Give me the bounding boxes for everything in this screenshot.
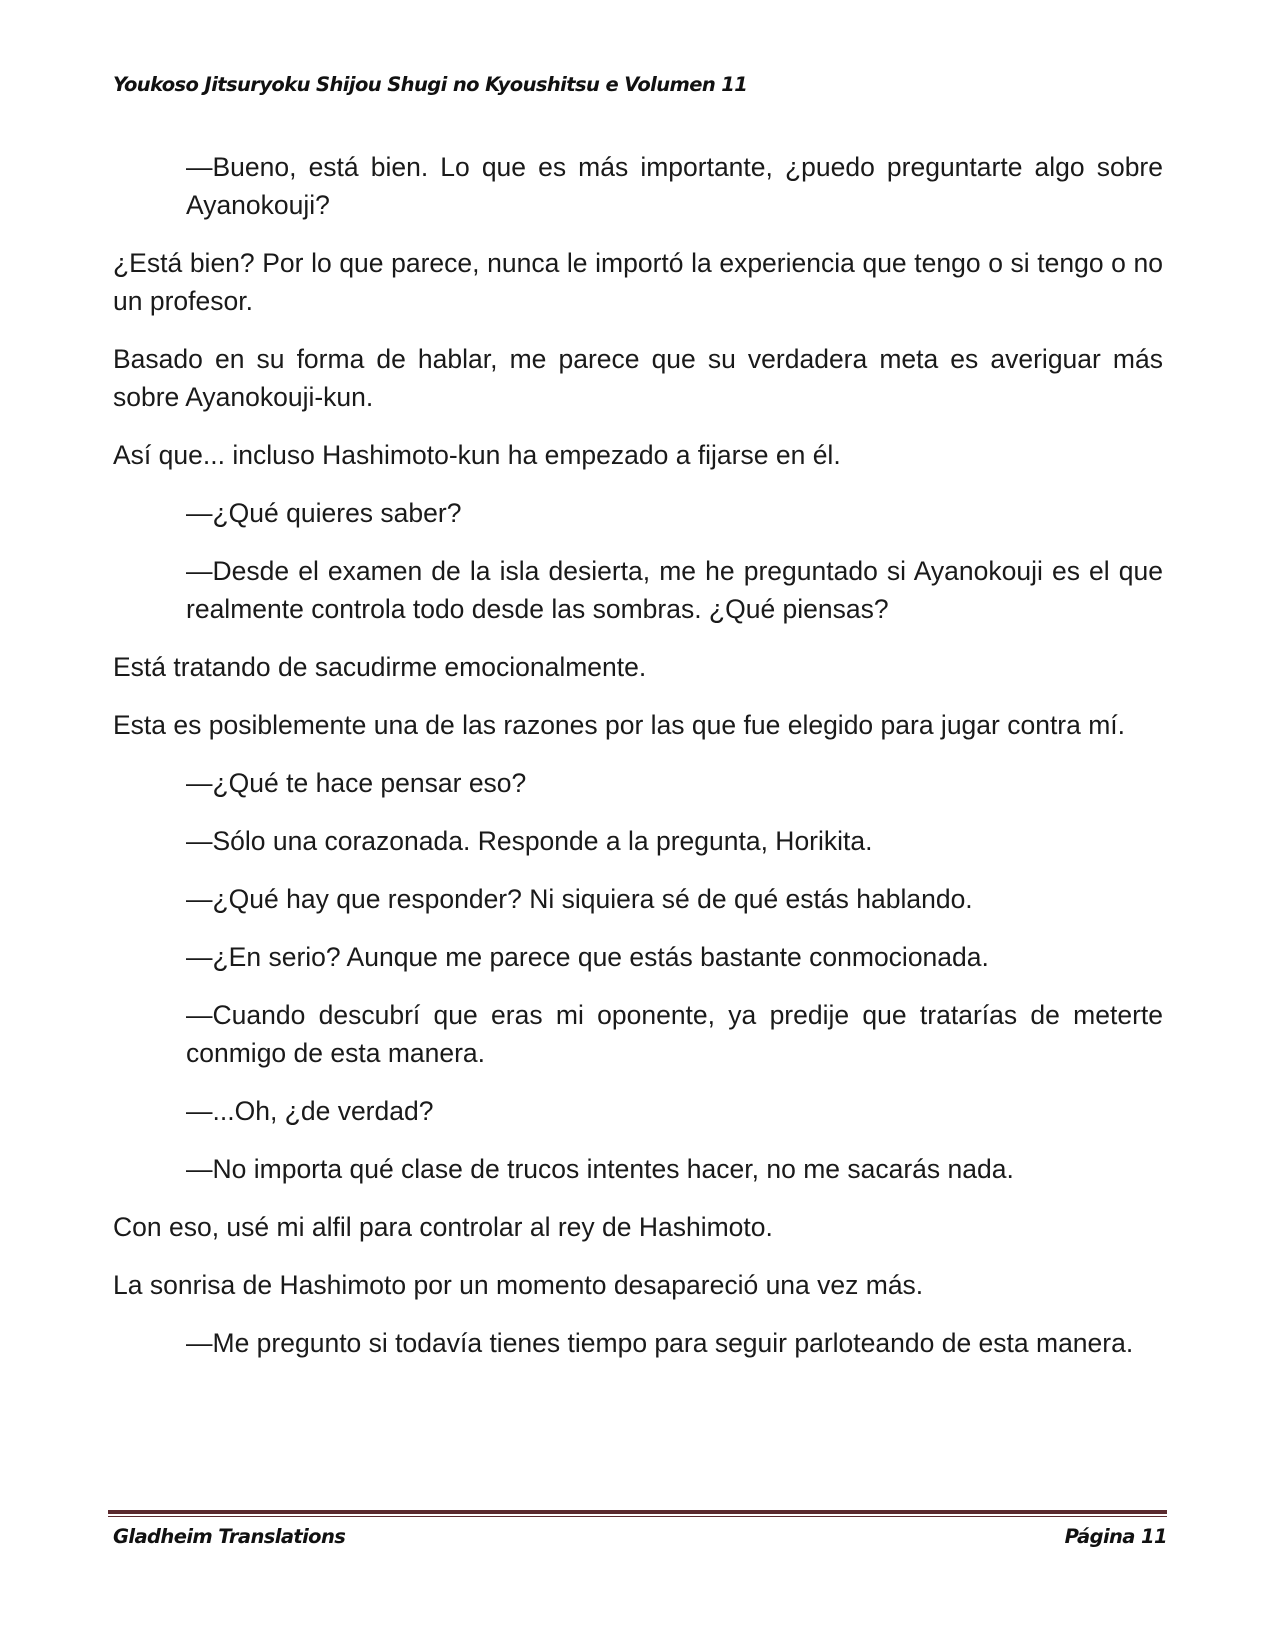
footer-page-number: Página 11 xyxy=(1064,1525,1167,1548)
paragraph-dialogue: —Me pregunto si todavía tienes tiempo para seguir parloteando de esta manera. xyxy=(186,1328,1134,1358)
paragraph-dialogue: —¿Qué hay que responder? Ni siquiera sé de qué estás hablando. xyxy=(186,884,973,914)
paragraph-dialogue: —Cuando descubrí que eras mi oponente, ya predije que tratarías de meterte conmigo de esta manera. xyxy=(186,1000,1163,1068)
paragraph-dialogue: —Sólo una corazonada. Responde a la pregunta, Horikita. xyxy=(186,826,873,856)
page-header-title: Youkoso Jitsuryoku Shijou Shugi no Kyoushitsu e Volumen 11 xyxy=(113,73,748,96)
paragraph-narration: Así que... incluso Hashimoto-kun ha empezado a fijarse en él. xyxy=(113,440,841,470)
body-text xyxy=(113,148,1163,1382)
paragraph-dialogue: —¿En serio? Aunque me parece que estás bastante conmocionada. xyxy=(186,942,989,972)
paragraph-narration: Está tratando de sacudirme emocionalmente. xyxy=(113,652,647,682)
paragraph-dialogue: —No importa qué clase de trucos intentes hacer, no me sacarás nada. xyxy=(186,1154,1014,1184)
footer-translator-credit: Gladheim Translations xyxy=(113,1525,346,1548)
paragraph-dialogue: —¿Qué quieres saber? xyxy=(186,498,462,528)
paragraph-narration: ¿Está bien? Por lo que parece, nunca le importó la experiencia que tengo o si tengo o no un profesor. xyxy=(113,248,1163,316)
paragraph-dialogue: —¿Qué te hace pensar eso? xyxy=(186,768,527,798)
paragraph-dialogue: —...Oh, ¿de verdad? xyxy=(186,1096,434,1126)
paragraph-narration: Con eso, usé mi alfil para controlar al rey de Hashimoto. xyxy=(113,1212,773,1242)
paragraph-dialogue: —Desde el examen de la isla desierta, me he preguntado si Ayanokouji es el que realmente controla todo desde las sombras. ¿Qué piensas? xyxy=(186,556,1163,624)
footer-divider xyxy=(108,1510,1167,1517)
paragraph-narration: Basado en su forma de hablar, me parece que su verdadera meta es averiguar más sobre Ayanokouji-kun. xyxy=(113,344,1163,412)
paragraph-narration: Esta es posiblemente una de las razones por las que fue elegido para jugar contra mí. xyxy=(113,710,1126,740)
paragraph-dialogue: —Bueno, está bien. Lo que es más importante, ¿puedo preguntarte algo sobre Ayanokouji? xyxy=(186,152,1163,220)
paragraph-narration: La sonrisa de Hashimoto por un momento desapareció una vez más. xyxy=(113,1270,924,1300)
